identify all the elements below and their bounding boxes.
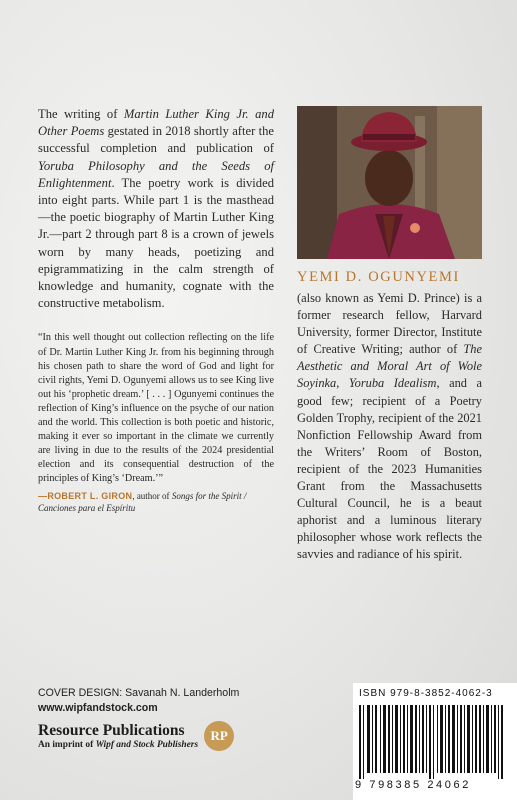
publisher-website: www.wipfandstock.com	[38, 702, 158, 714]
blurb-text-3: . The poetry work is divided into eight parts. While part 1 is the masthead—the poetic biography of Martin Luther King Jr.—part 2 through part 8 is a crown of jewels worn by many heads, poetizing and epigrammatizing in the calm strength of knowledge and humanity, cognate with the constructive metabolism.	[38, 175, 274, 311]
review-attribution	[38, 490, 274, 514]
back-cover-right-column	[297, 106, 482, 564]
attribution-text: , author of	[132, 491, 172, 502]
bio-separator: ,	[336, 376, 349, 391]
imprint-line	[38, 740, 198, 750]
publisher-branding	[38, 721, 239, 751]
author-photo-illustration	[297, 106, 482, 259]
imprint-name: Wipf and Stock Publishers	[95, 740, 199, 750]
bio-text-1: (also known as Yemi D. Prince) is a former research fellow, Harvard University, former Director, Institute of Creative Writing; author of	[297, 291, 482, 357]
author-name: YEMI D. OGUNYEMI	[297, 269, 460, 285]
barcode-digits: 9 798385 24062	[355, 779, 471, 791]
cover-design-credit: COVER DESIGN: Savanah N. Landerholm	[38, 687, 240, 699]
isbn-number: ISBN 979-8-3852-4062-3	[359, 688, 493, 699]
bio-text-2: , and a good few; recipient of a Poetry Golden Trophy, recipient of the 2021 Nonfiction Fellowship Award from the Writers’ Room of Boston, recipient of the 2023 Humanities Grant from the Massachusetts Cultural Council, he is a beaut aphorist and a luminous literary philosopher whose work reflects the savvies and radiance of his spirit.	[297, 376, 482, 562]
publisher-name: Resource Publications	[38, 722, 185, 739]
review-quote: “In this well thought out collection reflecting on the life of Dr. Martin Luther King Jr. from his beginning through his chosen path to share the word of God and light for civil rights, Yemi D. Ogunyemi allows us to see King live out his ‘prophetic dream.’ [ . . . ] Ogunyemi continues the reflection of King’s influence on the psyche of our nation and the world. This collection is both poetic and historic, making it ever so important in the climate we currently are living in due to the results of the 2024 presidential election and its consequential destruction of the principles of King’s ‘Dream.’”	[38, 332, 274, 485]
publisher-text	[38, 722, 198, 750]
attribution-dash: —	[38, 491, 48, 502]
barcode-area	[353, 683, 517, 800]
blurb-book-title: Martin Luther King Jr. and Other Poems	[38, 107, 274, 139]
blurb-text-1: The writing of	[38, 107, 124, 121]
author-photo	[297, 106, 482, 259]
bio-book-1: The Aesthetic and Moral Art of Wole Soyinka	[297, 342, 482, 391]
publisher-logo-icon: RP	[204, 721, 234, 751]
book-description	[38, 106, 274, 312]
barcode-icon	[359, 705, 515, 779]
reviewer-name: ROBERT L. GIRON	[47, 491, 133, 502]
blurb-previous-book-title: Yoruba Philosophy and the Seeds of Enlightenment	[38, 158, 274, 190]
author-bio	[297, 290, 482, 564]
back-cover-left-column	[38, 106, 274, 514]
reviewer-book-title: Songs for the Spirit / Canciones para el Espíritu	[38, 491, 247, 514]
bio-book-2: Yoruba Idealism	[348, 376, 437, 391]
imprint-prefix: An imprint of	[38, 740, 96, 750]
blurb-text-2: gestated in 2018 shortly after the successful completion and publication of	[38, 124, 274, 156]
publisher-info	[38, 686, 239, 751]
